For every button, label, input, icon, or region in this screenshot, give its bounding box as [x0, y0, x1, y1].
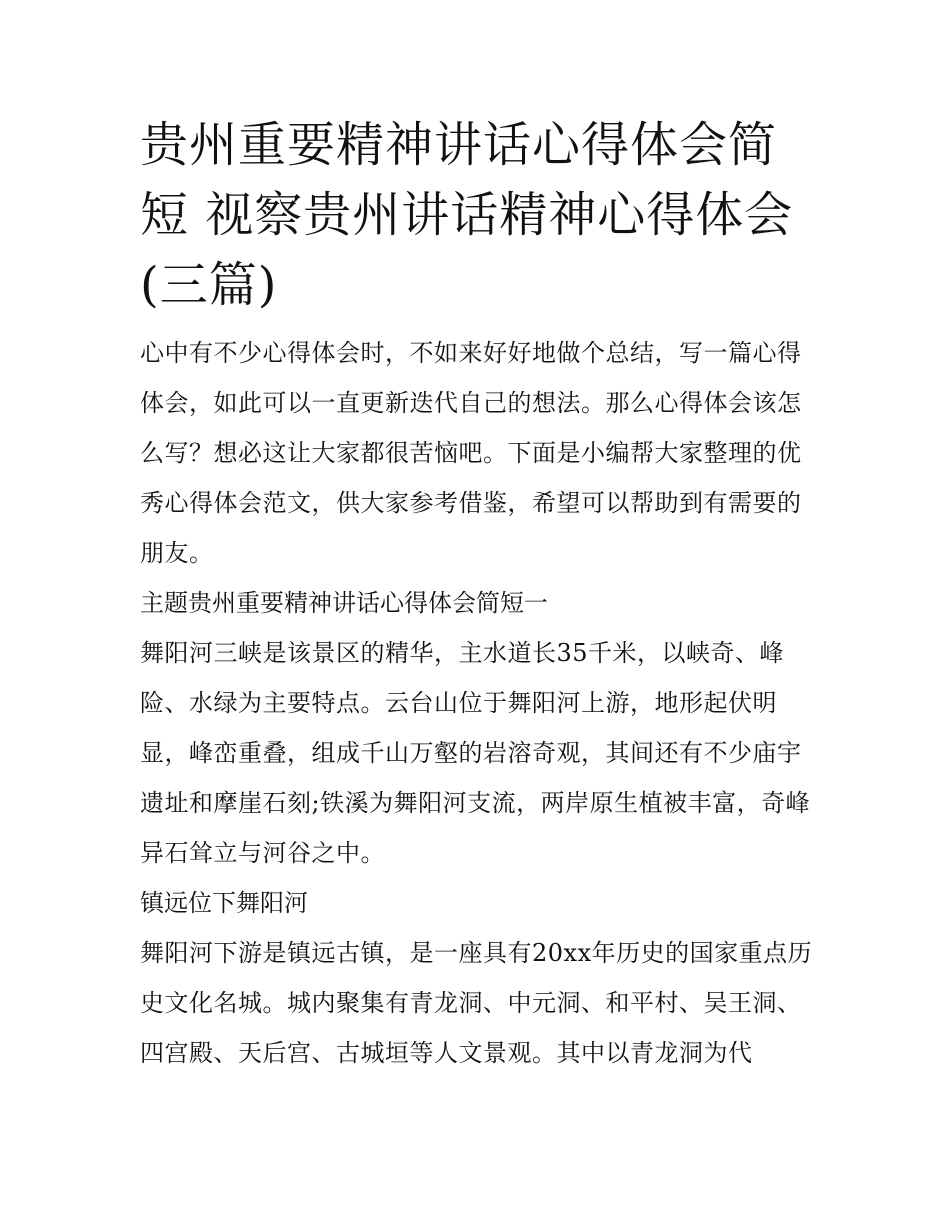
document-title: 贵州重要精神讲话心得体会简短 视察贵州讲话精神心得体会(三篇)	[140, 117, 794, 313]
section-paragraph-1: 舞阳河三峡是该景区的精华，主水道长35千米，以峡奇、峰险、水绿为主要特点。云台山位于舞阳河上游，地形起伏明显，峰峦重叠，组成千山万壑的岩溶奇观，其间还有不少庙宇遗址和摩崖石刻;铁溪为舞阳河支流，两岸原生植被丰富，奇峰异石耸立与河谷之中。	[140, 639, 811, 867]
section-heading-1: 主题贵州重要精神讲话心得体会简短一	[140, 589, 548, 617]
section-paragraph-2: 舞阳河下游是镇远古镇，是一座具有20xx年历史的国家重点历史文化名城。城内聚集有青龙洞、中元洞、和平村、吴王洞、四宫殿、天后宫、古城垣等人文景观。其中以青龙洞为代	[140, 939, 813, 1067]
intro-paragraph: 心中有不少心得体会时，不如来好好地做个总结，写一篇心得体会，如此可以一直更新迭代自己的想法。那么心得体会该怎么写？想必这让大家都很苦恼吧。下面是小编帮大家整理的优秀心得体会范文，供大家参考借鉴，希望可以帮助到有需要的朋友。	[140, 339, 802, 567]
document-page	[140, 110, 820, 1078]
section-heading-2: 镇远位下舞阳河	[140, 889, 308, 917]
